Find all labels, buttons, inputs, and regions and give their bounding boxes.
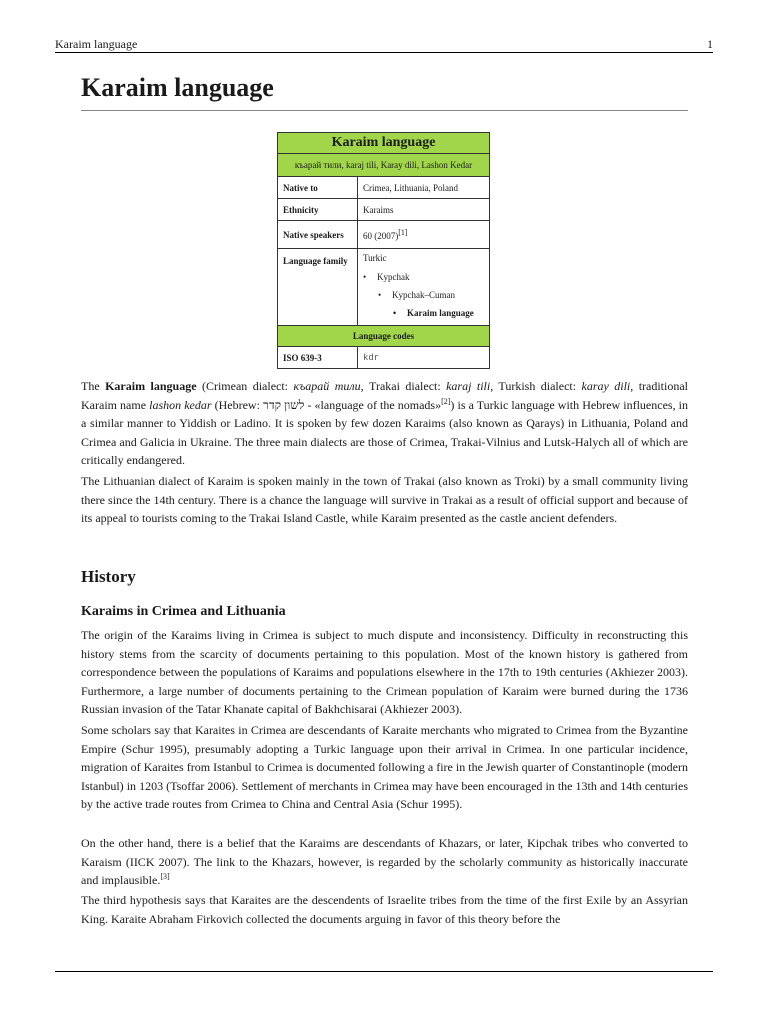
- subsection-heading-karaims-crimea-lithuania: Karaims in Crimea and Lithuania: [81, 604, 286, 619]
- history-paragraph-2: Some scholars say that Karaites in Crimea are descendants of Karaite merchants who migrated to Crimea from the Byzantine Empire (Schur 1995), presumably adopting a Turkic language upon their arrival in Crimea. In one particular incidence, migration of Karaites from Istanbul to Crimea is documented following a fire in the Jewish quarter of Constantinople (modern Istanbul) in 1203 (Tsoffar 2006). Settlement of merchants in Crimea may have been encouraged in the 13th and 14th centuries by the active trade routes from Crimea to China and Central Asia (Schur 1995).: [81, 723, 688, 812]
- running-header: [55, 36, 713, 52]
- text-run: (Hebrew: לשון קדר - «language of the nomads»: [211, 397, 442, 412]
- history-paragraph-1: The origin of the Karaims living in Crimea is subject to much dispute and inconsistency. Difficulty in reconstructing this history stems from the scarcity of documents pertaining to this population. Most of the known history is gathered from correspondence between the populations of Karaims and populations elsewhere in the 17th to 19th centuries (Akhiezer 2003). Furthermore, a large number of documents pertaining to the Crimean population of Karaim were burned during the 1736 Russian invasion of the Tatar Khanate capital of Bakhchisarai (Akhiezer 2003).: [81, 628, 688, 717]
- infobox-row-native-speakers: [278, 221, 490, 249]
- infobox-label: Ethnicity: [278, 199, 358, 221]
- infobox-title: Karaim language: [278, 133, 490, 154]
- intro-paragraph-1: [81, 377, 688, 470]
- infobox-value: Karaims: [358, 199, 490, 221]
- bullet-icon: •: [363, 272, 367, 282]
- infobox-label: ISO 639-3: [278, 347, 358, 369]
- header-rule: [55, 52, 713, 53]
- bold-term: Karaim language: [105, 379, 197, 393]
- infobox-value: [358, 221, 490, 249]
- infobox-row-iso: [278, 347, 490, 369]
- family-level-3: [363, 304, 484, 322]
- history-paragraph-3: [81, 834, 688, 890]
- family-level-label: Kypchak: [377, 272, 410, 282]
- family-level-1: [363, 268, 484, 286]
- intro-paragraph-2: The Lithuanian dialect of Karaim is spoken mainly in the town of Trakai (also known as Troki) by a small community living there since the 14th century. There is a chance the language will survive in Trakai as a result of official support and because of its appeal to tourists coming to the Trakai Island Castle, while Karaim presented as the castle ancient defenders.: [81, 474, 688, 526]
- text-run: The: [81, 379, 106, 393]
- family-level-2: [363, 286, 484, 304]
- text-run: ) is a Turkic language with Hebrew influences, in a similar manner to Yiddish or Ladino. It is spoken by few dozen Karaims (also known as Qarays) in Lithuania, Poland and Crimea and Galicia in Ukraine. The three main dialects are those of Crimea, Trakai-Vilnius and Lutsk-Halych all of which are critically endangered.: [81, 397, 688, 468]
- citation-link[interactable]: [1]: [398, 228, 408, 237]
- text-run: (Crimean dialect:: [196, 379, 294, 393]
- text-run: , Trakai dialect:: [360, 379, 447, 393]
- history-paragraph-4: The third hypothesis says that Karaites are the descendents of Israelite tribes from the time of the first Exile by an Assyrian King. Karaite Abraham Firkovich collected the documents arguing in favor of this theory before the: [81, 893, 688, 926]
- infobox-label: Native to: [278, 177, 358, 199]
- family-level-label: Kypchak–Cuman: [392, 290, 455, 300]
- bullet-icon: •: [378, 290, 382, 300]
- italic-term: къарай тили: [293, 379, 361, 393]
- page-number: 1: [707, 37, 713, 51]
- infobox-label: Native speakers: [278, 221, 358, 249]
- section-heading-history: History: [81, 567, 136, 586]
- infobox-label: Language family: [278, 249, 358, 326]
- footer-rule: [55, 971, 713, 972]
- page-title: Karaim language: [81, 73, 274, 102]
- citation-link[interactable]: [2]: [441, 396, 451, 406]
- text-run: , Turkish dialect:: [490, 379, 582, 393]
- family-level-0: Turkic: [363, 253, 387, 263]
- citation-link[interactable]: [3]: [160, 872, 170, 882]
- infobox-row-native-to: [278, 177, 490, 199]
- running-header-title: Karaim language: [55, 37, 138, 51]
- italic-term: karaj tili: [446, 379, 491, 393]
- italic-term: lashon kedar: [149, 397, 212, 412]
- infobox-native-names: къарай тили, karaj tili, Karay dili, Lashon Kedar: [278, 154, 490, 177]
- family-level-label: Karaim language: [407, 308, 474, 318]
- infobox-row-ethnicity: [278, 199, 490, 221]
- infobox-codes-header: Language codes: [278, 326, 490, 347]
- infobox-value: Crimea, Lithuania, Poland: [358, 177, 490, 199]
- infobox: [277, 132, 490, 369]
- text-run: , traditional Karaim name: [81, 379, 689, 412]
- iso-code-link[interactable]: kdr: [358, 347, 490, 369]
- title-rule: [81, 110, 688, 111]
- italic-term: karay dili: [581, 379, 631, 393]
- bullet-icon: •: [393, 308, 397, 318]
- infobox-row-language-family: [278, 249, 490, 326]
- text-run: On the other hand, there is a belief that the Karaims are descendants of Khazars, or later, Kipchak tribes who converted to Karaism (IICK 2007). The link to the Khazars, however, is regarded by the scholarly community as historically inaccurate and implausible.: [81, 836, 688, 888]
- language-family-tree: [358, 249, 490, 326]
- native-speakers-value: 60 (2007): [363, 231, 399, 241]
